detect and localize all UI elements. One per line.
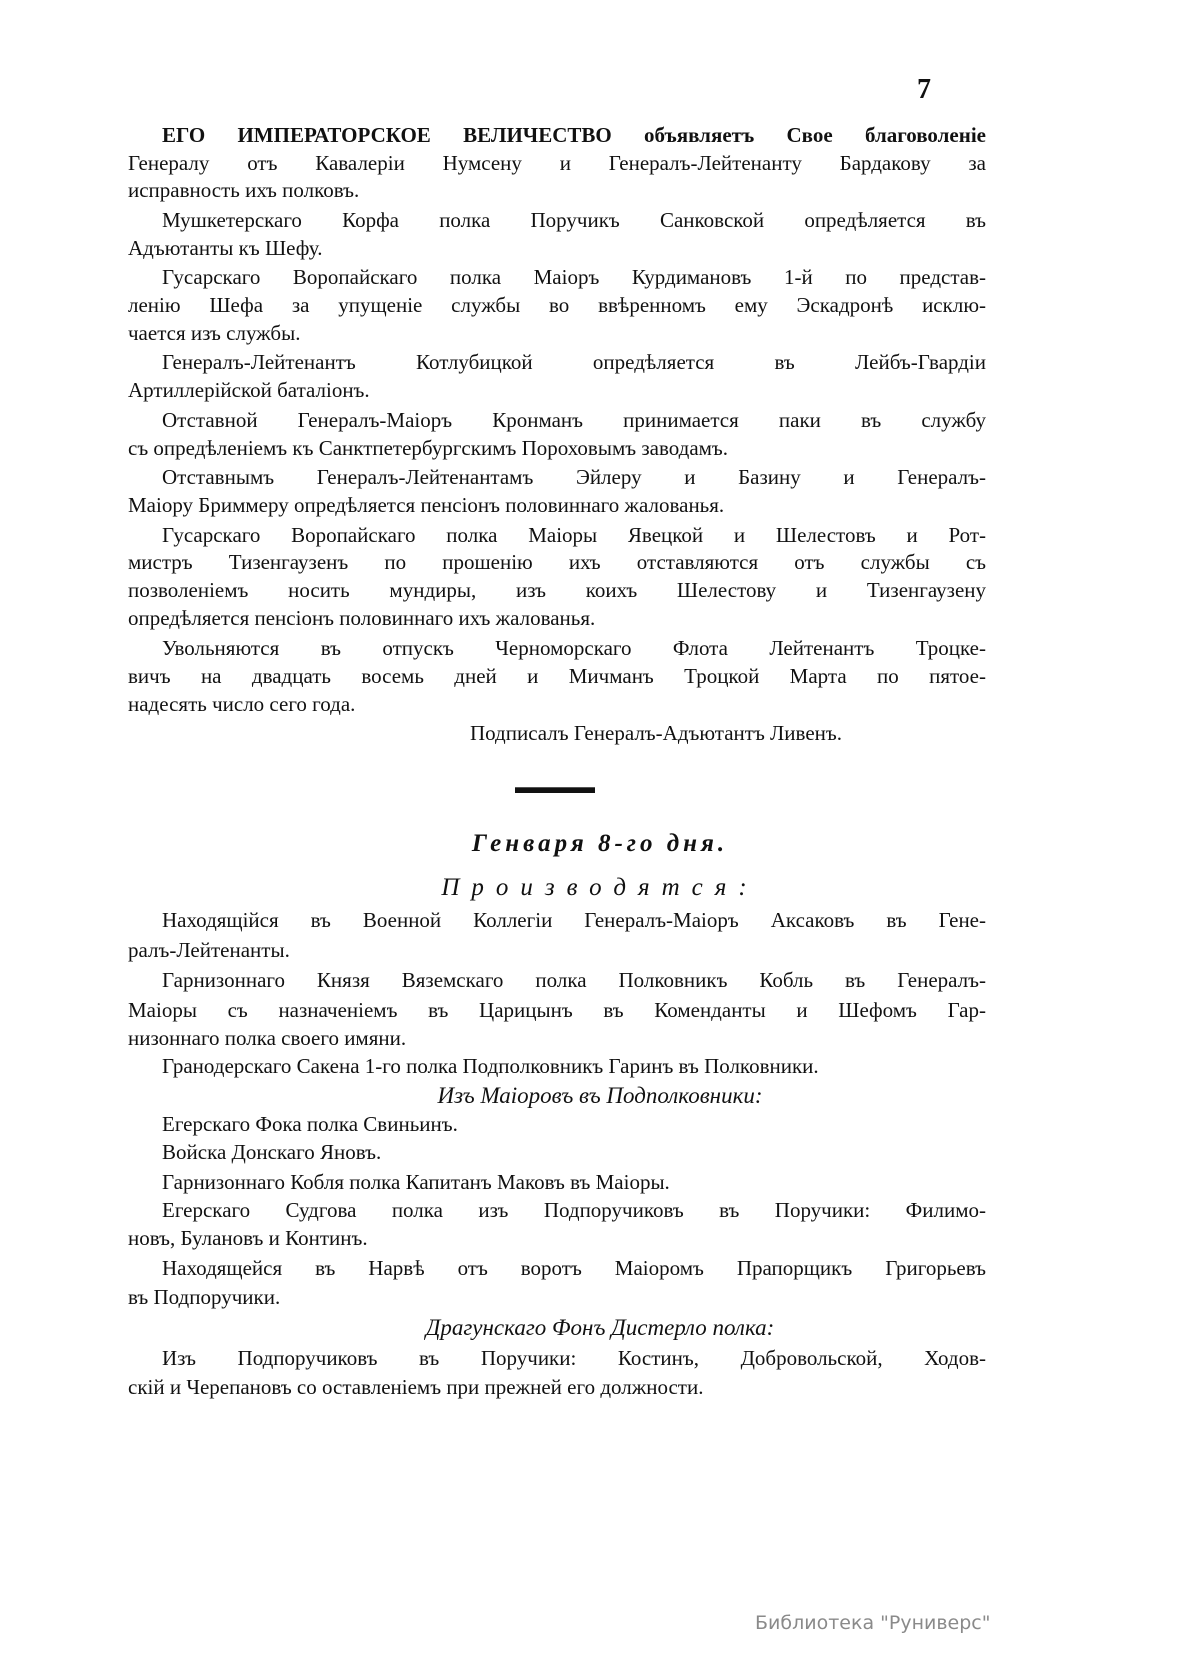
text-line: вичъ на двадцать восемь дней и Мичманъ Троцкой Марта по пятое- — [128, 664, 986, 688]
text-line: Маіоры съ назначеніемъ въ Царицынъ въ Коменданты и Шефомъ Гар- — [128, 998, 986, 1022]
text-line: Маіору Бриммеру опредѣляется пенсіонъ половиннаго жалованья. — [128, 493, 725, 517]
text-line: позволеніемъ носить мундиры, изъ коихъ Шелестову и Тизенгаузену — [128, 578, 986, 602]
text-line: чается изъ службы. — [128, 321, 301, 345]
text-line: Мушкетерскаго Корфа полка Поручикъ Санковской опредѣляется въ — [162, 208, 986, 232]
text-line: исправность ихъ полковъ. — [128, 178, 360, 202]
signature-line: Подписалъ Генералъ-Адъютантъ Ливенъ. — [470, 721, 842, 745]
text-line: Генералу отъ Кавалеріи Нумсену и Генералъ-Лейтенанту Бардакову за — [128, 151, 986, 175]
subsection-heading: Изъ Маіоровъ въ Подполковники: — [437, 1083, 763, 1108]
text-line: Егерскаго Судгова полка изъ Подпоручиковъ въ Поручики: Филимо- — [162, 1198, 986, 1222]
text-line: съ опредѣленіемъ къ Санктпетербургскимъ Пороховымъ заводамъ. — [128, 436, 729, 460]
text-line: въ Подпоручики. — [128, 1285, 281, 1309]
text-line: Гарнизоннаго Князя Вяземскаго полка Полковникъ Кобль въ Генералъ- — [162, 968, 986, 992]
text-line: Отставной Генералъ-Маіоръ Кронманъ принимается паки въ службу — [162, 408, 986, 432]
subheading: Производятся: — [441, 874, 759, 901]
text-line: Егерскаго Фока полка Свиньинъ. — [162, 1112, 458, 1136]
text-line: Изъ Подпоручиковъ въ Поручики: Костинъ, Добровольской, Ходов- — [162, 1346, 986, 1370]
text-line: Артиллерійской баталіонъ. — [128, 378, 370, 402]
text-line: ленію Шефа за упущеніе службы во ввѣренномъ ему Эскадронѣ исклю- — [128, 293, 986, 317]
text-line: Отставнымъ Генералъ-Лейтенантамъ Эйлеру и Базину и Генералъ- — [162, 465, 986, 489]
text-line: Находящейся въ Нарвѣ отъ воротъ Маіоромъ Прапорщикъ Григорьевъ — [162, 1256, 986, 1280]
text-line: ралъ-Лейтенанты. — [128, 938, 290, 962]
text-line: Находящійся въ Военной Коллегіи Генералъ-Маіоръ Аксаковъ въ Гене- — [162, 908, 986, 932]
page-number: 7 — [917, 74, 931, 105]
text-line: Гусарскаго Воропайскаго полка Маіоръ Курдимановъ 1-й по представ- — [162, 265, 986, 289]
text-line: новъ, Булановъ и Континъ. — [128, 1226, 368, 1250]
text-line: Войска Донскаго Яновъ. — [162, 1140, 382, 1164]
text-line: Генералъ-Лейтенантъ Котлубицкой опредѣляется въ Лейбъ-Гвардіи — [162, 350, 986, 374]
section-divider — [515, 787, 595, 793]
library-watermark: Библиотека "Руниверс" — [755, 1612, 991, 1634]
text-line: Гранодерскаго Сакена 1-го полка Подполковникъ Гаринъ въ Полковники. — [162, 1054, 819, 1078]
text-line: Гарнизоннаго Кобля полка Капитанъ Маковъ въ Маіоры. — [162, 1170, 670, 1194]
date-heading: Генваря 8-го дня. — [471, 830, 729, 857]
text-line: ЕГО ИМПЕРАТОРСКОЕ ВЕЛИЧЕСТВО объявляетъ Свое благоволеніе — [162, 123, 986, 147]
text-line: низоннаго полка своего имяни. — [128, 1026, 407, 1050]
text-line: опредѣляется пенсіонъ половиннаго ихъ жалованья. — [128, 606, 596, 630]
text-line: Увольняются въ отпускъ Черноморскаго Флота Лейтенантъ Троцке- — [162, 636, 986, 660]
text-line: Адъютанты къ Шефу. — [128, 236, 323, 260]
text-line: Гусарскаго Воропайскаго полка Маіоры Явецкой и Шелестовъ и Рот- — [162, 523, 986, 547]
subsection-heading: Драгунскаго Фонъ Дистерло полка: — [425, 1315, 775, 1340]
text-line: надесять число сего года. — [128, 692, 356, 716]
text-line: скій и Черепановъ со оставленіемъ при прежней его должности. — [128, 1375, 704, 1399]
text-line: мистръ Тизенгаузенъ по прошенію ихъ отставляются отъ службы съ — [128, 550, 986, 574]
